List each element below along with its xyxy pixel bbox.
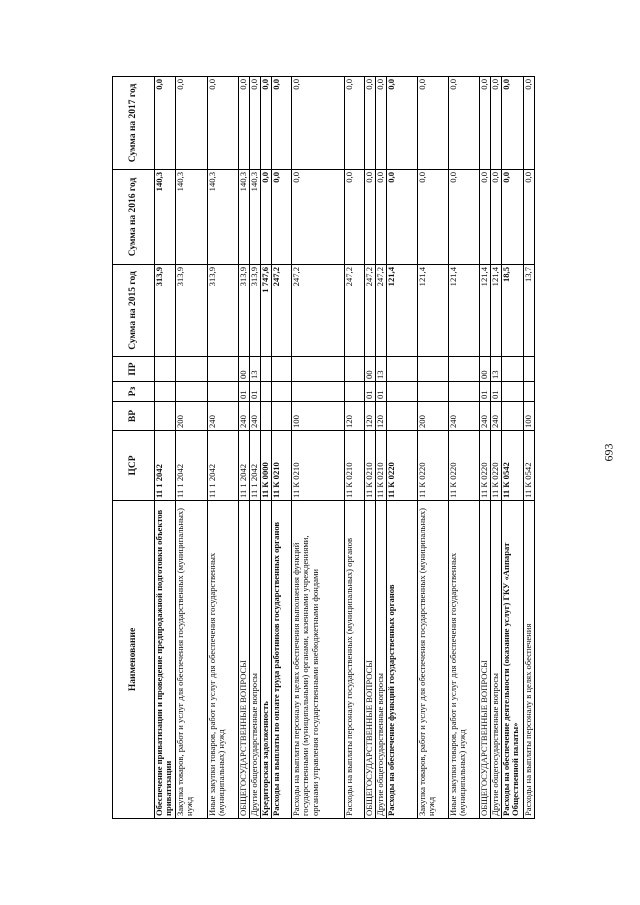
header-name: Наименование	[113, 501, 155, 819]
header-sum-2016: Сумма на 2016 год	[113, 170, 155, 265]
header-pr: ПР	[113, 357, 155, 382]
table-row	[292, 77, 345, 819]
cell-sum-2016: 0,0	[365, 170, 376, 265]
cell-sum-2015: 247,2	[345, 265, 365, 357]
cell-sum-2015: 121,4	[491, 265, 502, 357]
cell-vr	[261, 402, 272, 431]
cell-rz	[261, 382, 272, 402]
cell-csr: 11 К 0210	[376, 431, 387, 501]
table-row	[176, 77, 208, 819]
header-sum-2015: Сумма на 2015 год	[113, 265, 155, 357]
cell-name: Расходы на выплаты по оплате труда работников государственных органов	[272, 501, 292, 819]
cell-sum-2017: 0,0	[365, 77, 376, 170]
table-row	[261, 77, 272, 819]
cell-sum-2017: 0,0	[502, 77, 524, 170]
table-row	[345, 77, 365, 819]
cell-rz: 01	[365, 382, 376, 402]
cell-csr: 11 К 0210	[345, 431, 365, 501]
table-row	[250, 77, 261, 819]
cell-pr	[176, 357, 208, 382]
cell-sum-2017: 0,0	[176, 77, 208, 170]
cell-rz	[345, 382, 365, 402]
cell-name: Обеспечение приватизации и проведение предпродажной подготовки объектов приватизации	[155, 501, 176, 819]
cell-pr	[418, 357, 449, 382]
cell-sum-2017: 0,0	[155, 77, 176, 170]
cell-sum-2015: 121,4	[480, 265, 491, 357]
cell-vr	[272, 402, 292, 431]
cell-sum-2015: 247,2	[376, 265, 387, 357]
cell-csr: 11 К 0000	[261, 431, 272, 501]
cell-sum-2016: 140,3	[239, 170, 250, 265]
cell-vr: 200	[418, 402, 449, 431]
cell-vr: 200	[176, 402, 208, 431]
cell-sum-2016: 140,3	[250, 170, 261, 265]
cell-pr	[155, 357, 176, 382]
cell-sum-2015: 13,7	[524, 265, 535, 357]
table-row	[365, 77, 376, 819]
cell-sum-2016: 140,3	[155, 170, 176, 265]
cell-vr	[502, 402, 524, 431]
cell-sum-2017: 0,0	[292, 77, 345, 170]
cell-sum-2017: 0,0	[418, 77, 449, 170]
cell-sum-2016: 0,0	[292, 170, 345, 265]
cell-name: ОБЩЕГОСУДАРСТВЕННЫЕ ВОПРОСЫ	[239, 501, 250, 819]
cell-pr: 13	[376, 357, 387, 382]
cell-name: ОБЩЕГОСУДАРСТВЕННЫЕ ВОПРОСЫ	[365, 501, 376, 819]
cell-rz: 01	[491, 382, 502, 402]
cell-name: Расходы на выплаты персоналу государственных (муниципальных) органов	[345, 501, 365, 819]
cell-sum-2017: 0,0	[387, 77, 418, 170]
cell-rz: 01	[376, 382, 387, 402]
cell-vr: 120	[345, 402, 365, 431]
cell-rz	[155, 382, 176, 402]
cell-pr: 00	[365, 357, 376, 382]
cell-csr: 11 К 0210	[365, 431, 376, 501]
cell-name: Другие общегосударственные вопросы	[491, 501, 502, 819]
cell-sum-2016: 0,0	[272, 170, 292, 265]
cell-sum-2016: 0,0	[418, 170, 449, 265]
cell-rz	[208, 382, 239, 402]
cell-sum-2016: 0,0	[261, 170, 272, 265]
cell-sum-2016: 0,0	[480, 170, 491, 265]
header-rz: Рз	[113, 382, 155, 402]
cell-pr	[387, 357, 418, 382]
cell-name: Расходы на выплаты персоналу в целях обеспечения	[524, 501, 535, 819]
cell-sum-2016: 0,0	[387, 170, 418, 265]
cell-rz	[387, 382, 418, 402]
cell-pr	[502, 357, 524, 382]
cell-sum-2016: 0,0	[502, 170, 524, 265]
cell-name: Иные закупки товаров, работ и услуг для обеспечения государственных (муниципальных) нужд	[449, 501, 480, 819]
budget-table	[112, 76, 535, 819]
cell-csr: 11 1 2042	[155, 431, 176, 501]
cell-sum-2015: 313,9	[208, 265, 239, 357]
cell-sum-2017: 0,0	[376, 77, 387, 170]
cell-rz	[418, 382, 449, 402]
page-number-container	[598, 0, 620, 905]
cell-sum-2017: 0,0	[524, 77, 535, 170]
cell-sum-2015: 121,4	[418, 265, 449, 357]
cell-rz: 01	[239, 382, 250, 402]
cell-name: Кредиторская задолженность	[261, 501, 272, 819]
cell-name: Расходы на обеспечение функций государственных органов	[387, 501, 418, 819]
cell-pr: 13	[250, 357, 261, 382]
cell-rz	[502, 382, 524, 402]
rotated-table-wrapper	[112, 77, 533, 819]
cell-sum-2017: 0,0	[480, 77, 491, 170]
cell-csr: 11 1 2042	[250, 431, 261, 501]
cell-vr: 240	[480, 402, 491, 431]
table-row	[491, 77, 502, 819]
cell-pr	[272, 357, 292, 382]
cell-name: Расходы на выплаты персоналу в целях обеспечения выполнения функций государственными (муниципальными) органами, казенными учреждениями, органами управления государственными внебюджетными фондами	[292, 501, 345, 819]
cell-name: Другие общегосударственные вопросы	[250, 501, 261, 819]
cell-sum-2017: 0,0	[239, 77, 250, 170]
cell-name: Расходы на обеспечение деятельности (оказание услуг) ГКУ «Аппарат Общественной палаты»	[502, 501, 524, 819]
cell-vr	[155, 402, 176, 431]
cell-sum-2016: 0,0	[449, 170, 480, 265]
table-row	[376, 77, 387, 819]
cell-pr	[261, 357, 272, 382]
cell-vr: 240	[250, 402, 261, 431]
cell-name: Закупка товаров, работ и услуг для обеспечения государственных (муниципальных) нужд	[176, 501, 208, 819]
cell-sum-2017: 0,0	[272, 77, 292, 170]
cell-sum-2015: 121,4	[449, 265, 480, 357]
header-vr: ВР	[113, 402, 155, 431]
cell-sum-2017: 0,0	[250, 77, 261, 170]
cell-vr: 100	[292, 402, 345, 431]
cell-vr	[387, 402, 418, 431]
cell-pr: 00	[239, 357, 250, 382]
cell-sum-2017: 0,0	[449, 77, 480, 170]
cell-sum-2016: 0,0	[345, 170, 365, 265]
cell-sum-2015: 247,2	[272, 265, 292, 357]
cell-csr: 11 1 2042	[239, 431, 250, 501]
cell-rz	[524, 382, 535, 402]
cell-pr	[345, 357, 365, 382]
cell-sum-2015: 313,9	[155, 265, 176, 357]
cell-sum-2015: 313,9	[176, 265, 208, 357]
cell-csr: 11 1 2042	[176, 431, 208, 501]
cell-csr: 11 К 0542	[502, 431, 524, 501]
cell-rz	[272, 382, 292, 402]
cell-vr: 120	[365, 402, 376, 431]
cell-csr: 11 К 0220	[418, 431, 449, 501]
table-row	[155, 77, 176, 819]
header-csr: ЦСР	[113, 431, 155, 501]
cell-rz	[292, 382, 345, 402]
cell-sum-2015: 313,9	[239, 265, 250, 357]
cell-sum-2016: 140,3	[176, 170, 208, 265]
cell-name: Закупка товаров, работ и услуг для обеспечения государственных (муниципальных) нужд	[418, 501, 449, 819]
cell-pr	[449, 357, 480, 382]
cell-csr: 11 К 0542	[524, 431, 535, 501]
cell-csr: 11 К 0210	[272, 431, 292, 501]
table-row	[272, 77, 292, 819]
cell-vr: 240	[239, 402, 250, 431]
table-row	[418, 77, 449, 819]
cell-rz: 01	[480, 382, 491, 402]
cell-vr: 100	[524, 402, 535, 431]
cell-csr: 11 К 0220	[491, 431, 502, 501]
table-row	[239, 77, 250, 819]
cell-rz	[176, 382, 208, 402]
cell-csr: 11 К 0220	[449, 431, 480, 501]
cell-pr	[292, 357, 345, 382]
cell-sum-2015: 121,4	[387, 265, 418, 357]
rotated-table-inner	[112, 77, 533, 819]
cell-sum-2016: 0,0	[524, 170, 535, 265]
cell-csr: 11 1 2042	[208, 431, 239, 501]
cell-sum-2016: 140,3	[208, 170, 239, 265]
table-row	[502, 77, 524, 819]
cell-sum-2015: 18,5	[502, 265, 524, 357]
cell-sum-2015: 1 747,6	[261, 265, 272, 357]
table-row	[387, 77, 418, 819]
table-row	[524, 77, 535, 819]
cell-sum-2016: 0,0	[376, 170, 387, 265]
cell-sum-2016: 0,0	[491, 170, 502, 265]
table-header-row	[113, 77, 155, 819]
table-row	[449, 77, 480, 819]
cell-rz: 01	[250, 382, 261, 402]
cell-pr: 13	[491, 357, 502, 382]
cell-csr: 11 К 0220	[387, 431, 418, 501]
cell-csr: 11 К 0220	[480, 431, 491, 501]
cell-csr: 11 К 0210	[292, 431, 345, 501]
cell-sum-2017: 0,0	[261, 77, 272, 170]
cell-vr: 120	[376, 402, 387, 431]
table-row	[208, 77, 239, 819]
table-row	[480, 77, 491, 819]
cell-vr: 240	[449, 402, 480, 431]
header-sum-2017: Сумма на 2017 год	[113, 77, 155, 170]
cell-sum-2015: 247,2	[292, 265, 345, 357]
cell-name: Иные закупки товаров, работ и услуг для обеспечения государственных (муниципальных) нужд	[208, 501, 239, 819]
cell-sum-2017: 0,0	[208, 77, 239, 170]
cell-sum-2017: 0,0	[345, 77, 365, 170]
cell-sum-2015: 313,9	[250, 265, 261, 357]
cell-pr	[208, 357, 239, 382]
cell-sum-2017: 0,0	[491, 77, 502, 170]
cell-pr: 00	[480, 357, 491, 382]
cell-vr: 240	[491, 402, 502, 431]
page-number: 693	[601, 443, 616, 462]
cell-vr: 240	[208, 402, 239, 431]
cell-name: ОБЩЕГОСУДАРСТВЕННЫЕ ВОПРОСЫ	[480, 501, 491, 819]
cell-name: Другие общегосударственные вопросы	[376, 501, 387, 819]
cell-sum-2015: 247,2	[365, 265, 376, 357]
cell-pr	[524, 357, 535, 382]
cell-rz	[449, 382, 480, 402]
